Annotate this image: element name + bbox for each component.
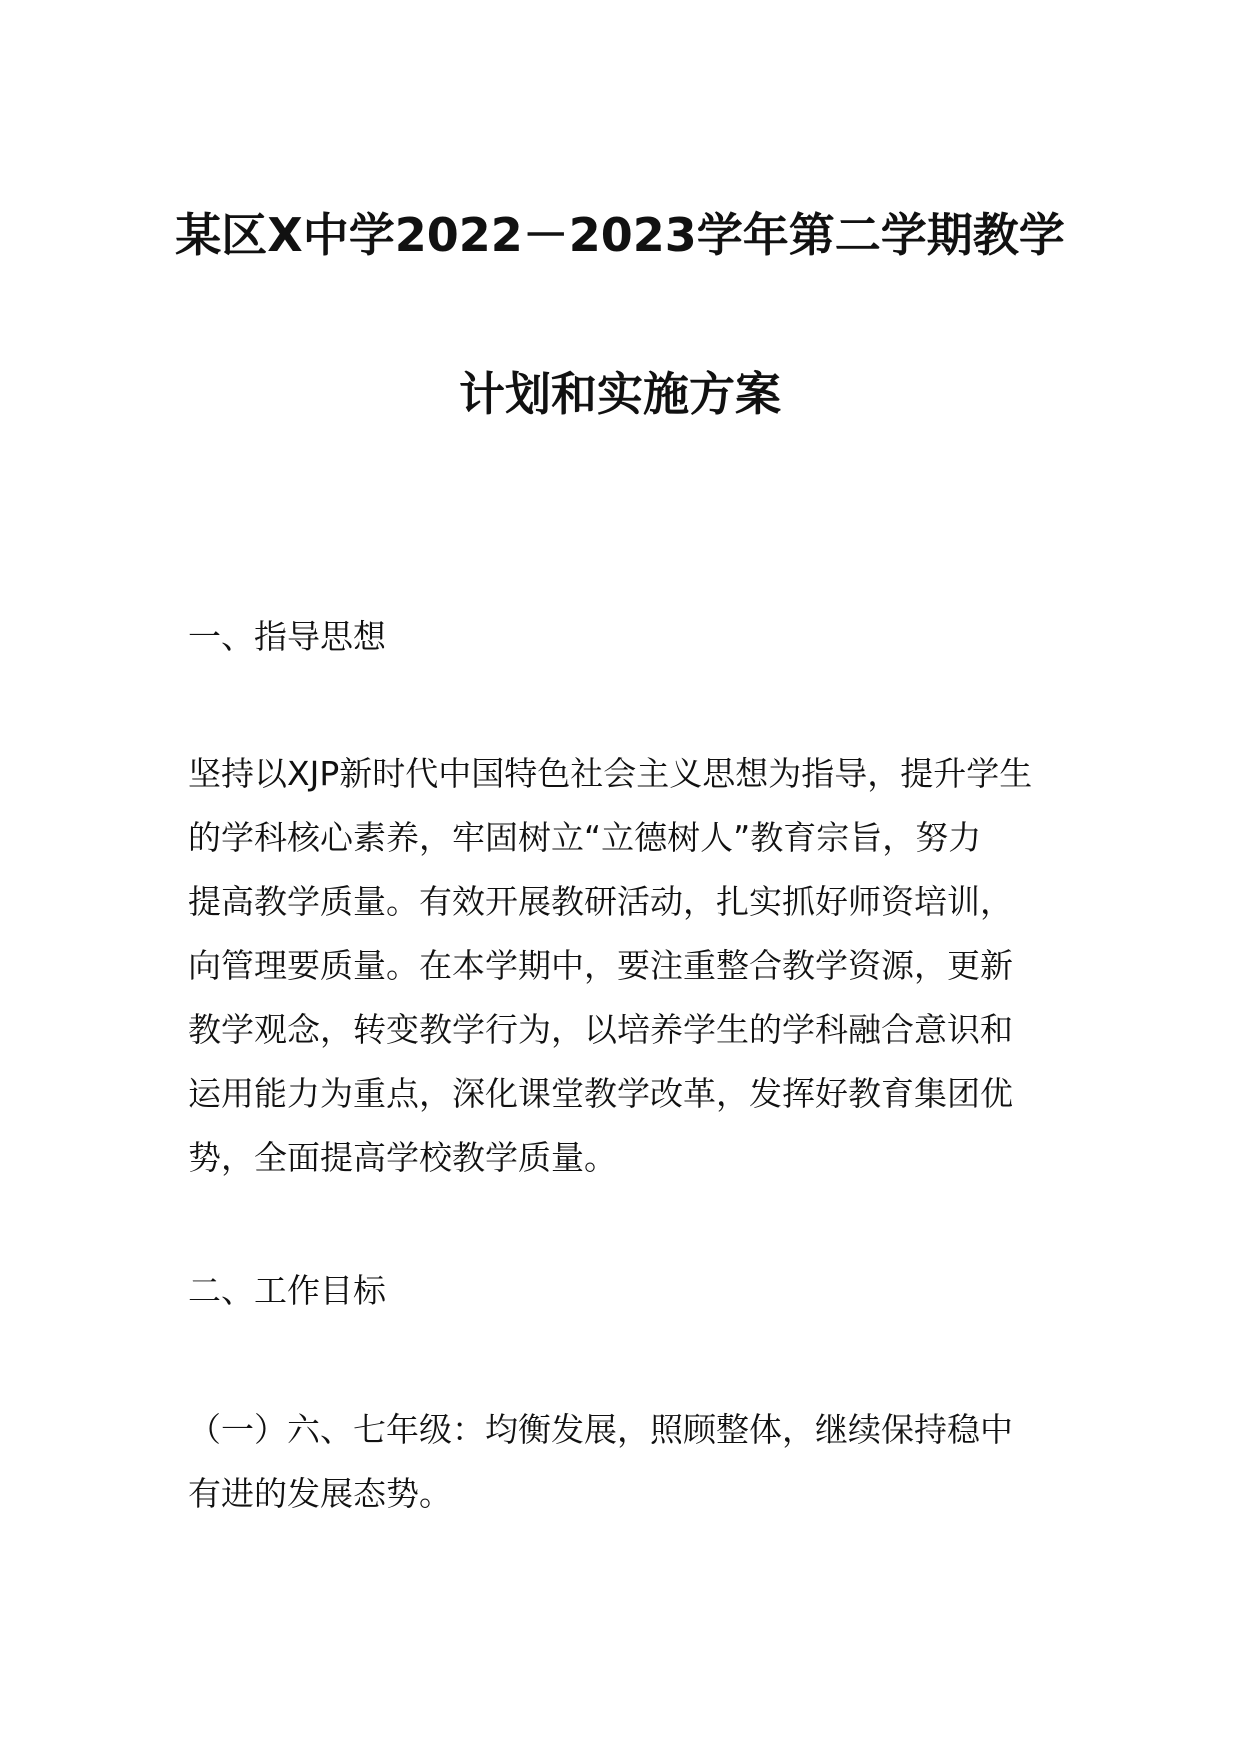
paragraph-line: 有进的发展态势。 [188,1474,452,1513]
paragraph-line: （一）六、七年级：均衡发展，照顾整体，继续保持稳中 [188,1410,1013,1449]
paragraph-line: 教学观念，转变教学行为，以培养学生的学科融合意识和 [188,1010,1013,1049]
section-paragraph-guiding-ideology [188,742,1032,1190]
paragraph-line: 提高教学质量。有效开展教研活动，扎实抓好师资培训， [188,882,1013,921]
paragraph-line: 运用能力为重点，深化课堂教学改革，发挥好教育集团优 [188,1074,1013,1113]
paragraph-line: 向管理要质量。在本学期中，要注重整合教学资源，更新 [188,946,1013,985]
section-heading-guiding-ideology: 一、指导思想 [188,617,386,656]
section-heading-work-goals: 二、工作目标 [188,1271,386,1310]
paragraph-line: 坚持以XJP新时代中国特色社会主义思想为指导，提升学生 [188,754,1033,793]
paragraph-line: 势，全面提高学校教学质量。 [188,1138,617,1177]
paragraph-line: 的学科核心素养，牢固树立“立德树人”教育宗旨，努力 [188,818,982,857]
document-title-line-2: 计划和实施方案 [459,367,781,421]
section-paragraph-work-goals [188,1398,1013,1526]
document-title-line-1: 某区X中学2022－2023学年第二学期教学 [175,208,1065,262]
